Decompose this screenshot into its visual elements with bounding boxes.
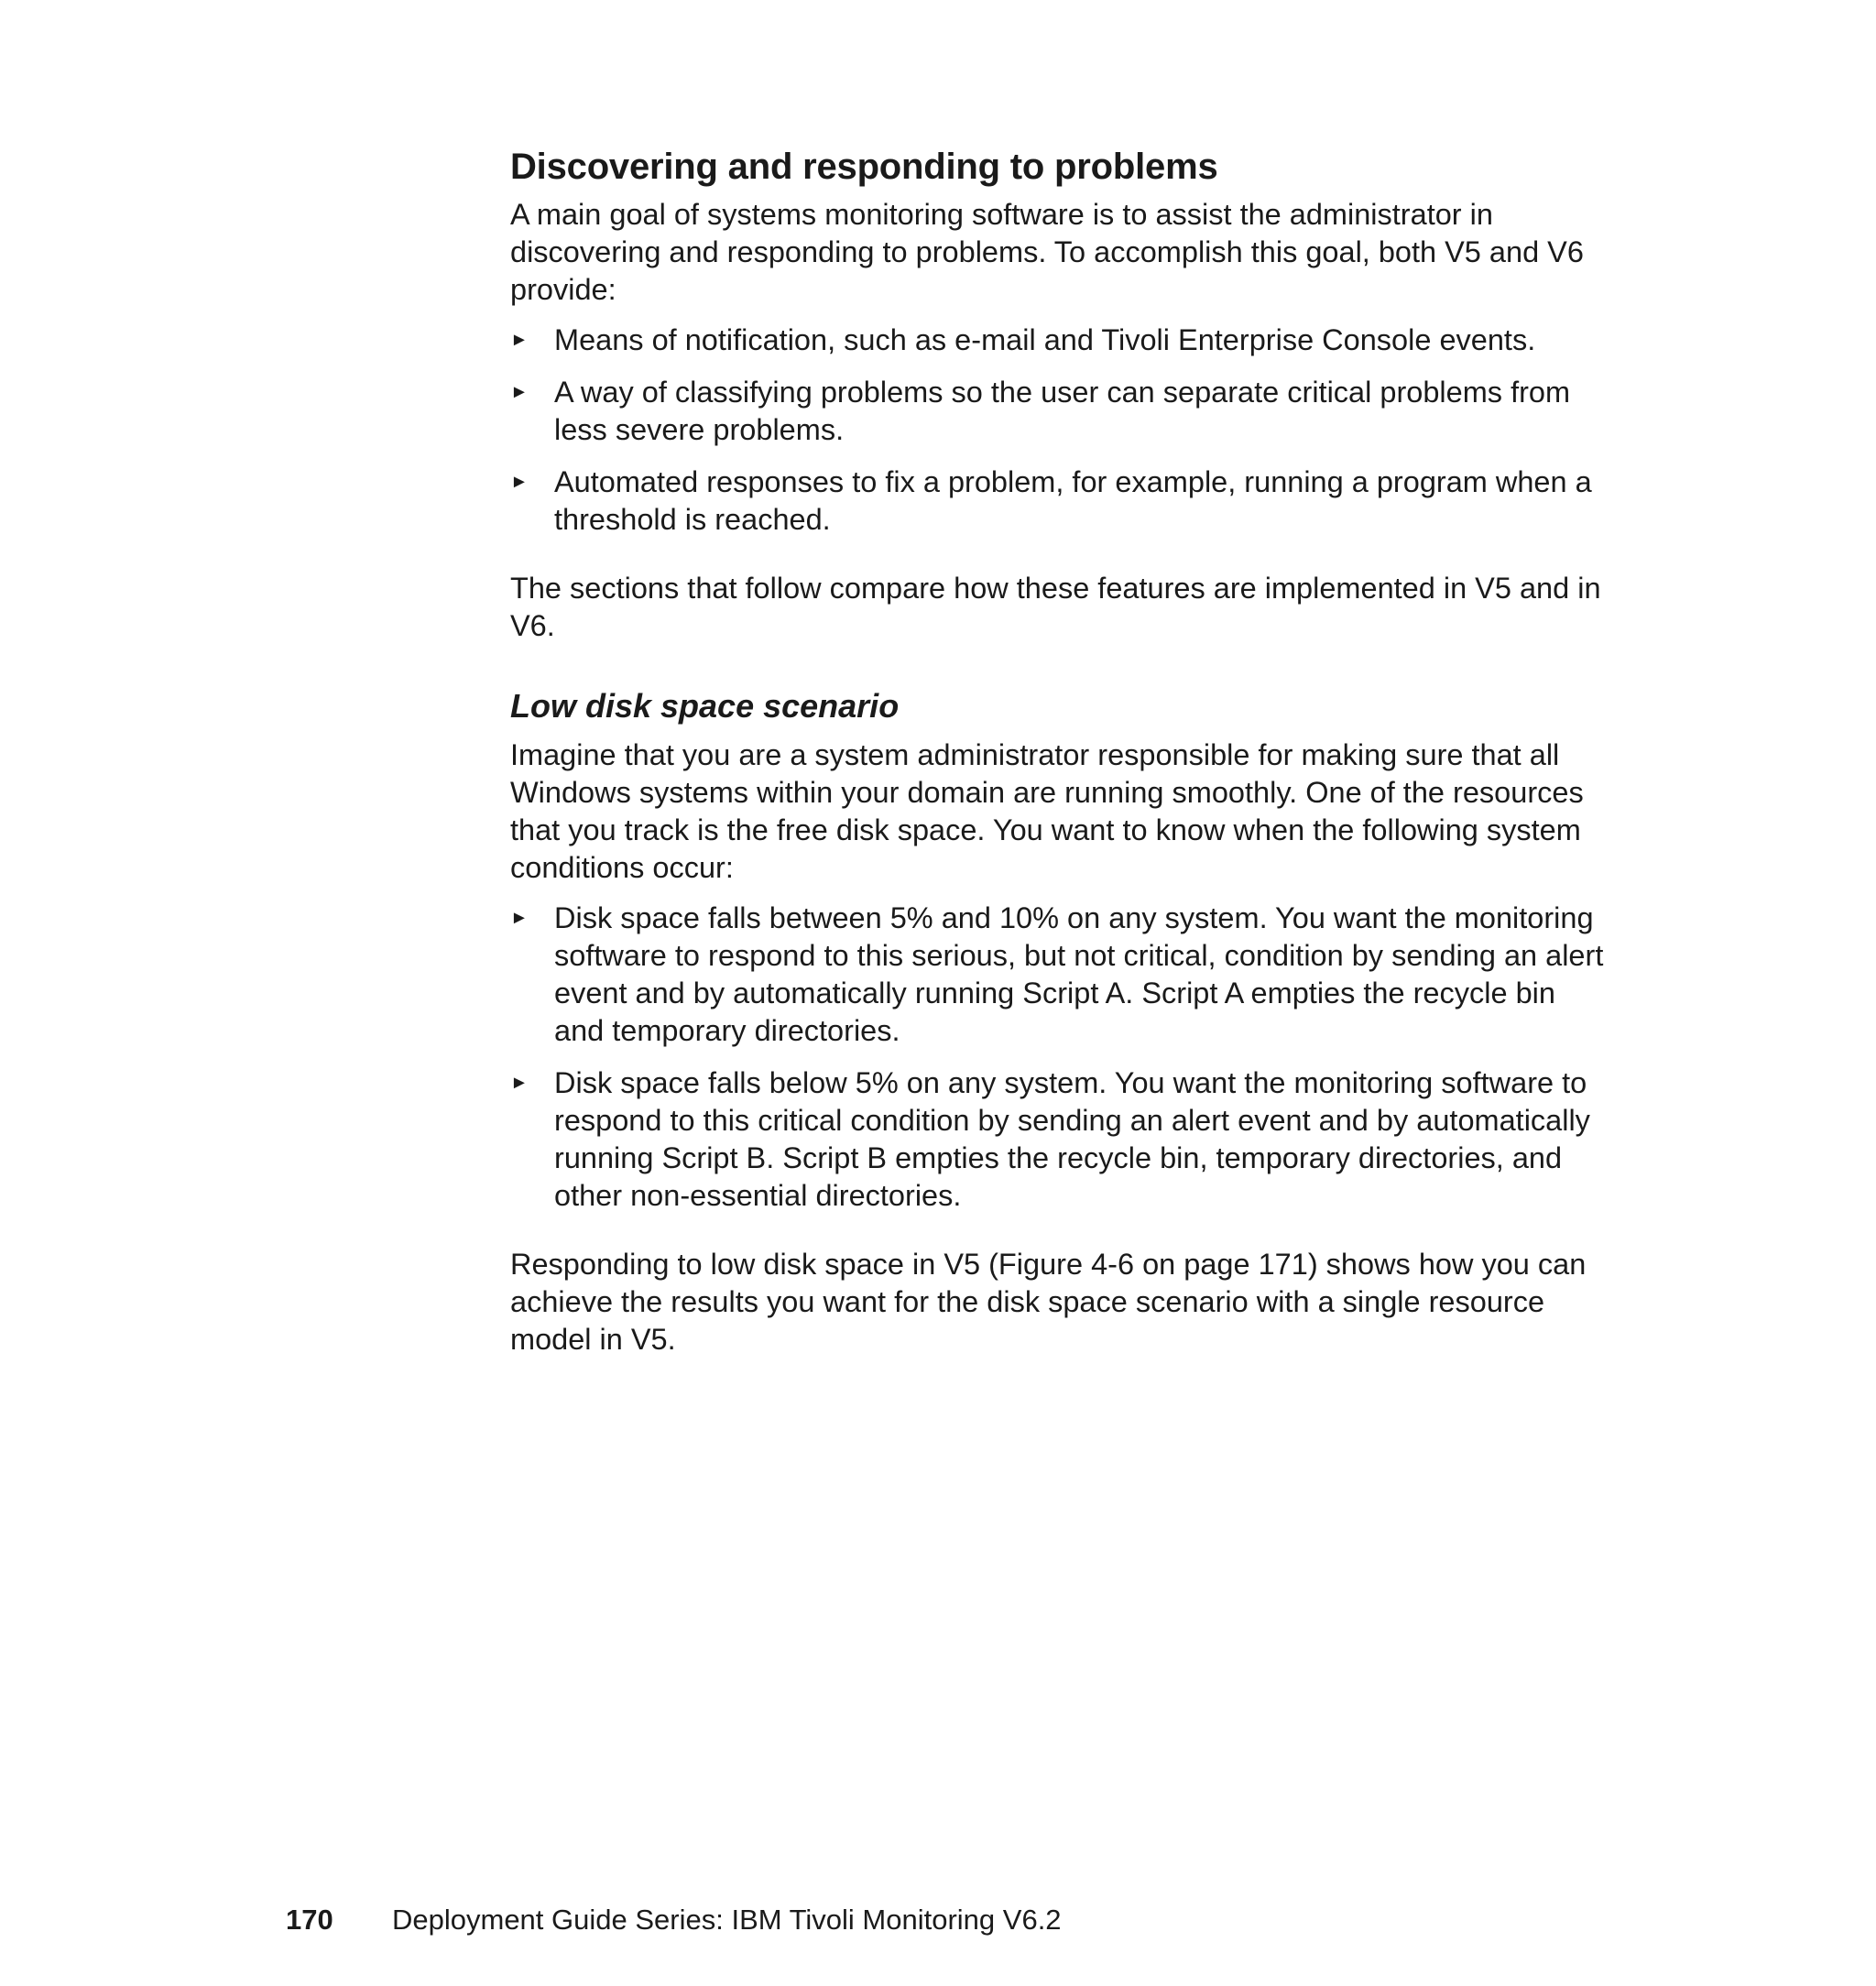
section-heading: Discovering and responding to problems	[510, 147, 1218, 187]
subsection-intro-paragraph: Imagine that you are a system administrator responsible for making sure that all Windows systems within your domain are running smoothly. One of the resources that you track is the free disk space. You want to know when the following system conditions occur:	[510, 738, 1584, 884]
list-item	[510, 322, 1609, 359]
section-closing-paragraph: The sections that follow compare how these features are implemented in V5 and in V6.	[510, 572, 1601, 642]
book-title: Deployment Guide Series: IBM Tivoli Monitoring V6.2	[392, 1904, 1062, 1936]
subsection-bullet-list	[510, 900, 1609, 1215]
subsection-heading: Low disk space scenario	[510, 687, 900, 725]
bullet-arrow-icon: ►	[510, 472, 529, 492]
list-item-text: A way of classifying problems so the user can separate critical problems from less severe problems.	[554, 376, 1571, 446]
list-item-text: Automated responses to fix a problem, for example, running a program when a threshold is reached.	[554, 465, 1592, 536]
list-item	[510, 464, 1609, 539]
list-item-text: Means of notification, such as e-mail and Tivoli Enterprise Console events.	[554, 323, 1536, 356]
page-content	[510, 145, 1609, 1359]
section-intro-paragraph: A main goal of systems monitoring software is to assist the administrator in discovering and responding to problems. To accomplish this goal, both V5 and V6 provide:	[510, 198, 1584, 306]
bullet-arrow-icon: ►	[510, 1073, 529, 1093]
list-item	[510, 374, 1609, 449]
bullet-arrow-icon: ►	[510, 382, 529, 402]
list-item	[510, 1064, 1609, 1215]
list-item-text: Disk space falls below 5% on any system. You want the monitoring software to respond to this critical condition by sending an alert event and by automatically running Script B. Script B empties the recycle bin, temporary directories, and other non-essential directories.	[554, 1066, 1590, 1212]
subsection-closing-paragraph: Responding to low disk space in V5 (Figure 4-6 on page 171) shows how you can achieve the results you want for the disk space scenario with a single resource model in V5.	[510, 1248, 1587, 1356]
list-item-text: Disk space falls between 5% and 10% on any system. You want the monitoring software to respond to this serious, but not critical, condition by sending an alert event and by automatically running Script A. Script A empties the recycle bin and temporary directories.	[554, 901, 1604, 1047]
section-bullet-list	[510, 322, 1609, 539]
list-item	[510, 900, 1609, 1050]
bullet-arrow-icon: ►	[510, 908, 529, 928]
page-footer	[286, 1902, 1062, 1938]
page-number: 170	[286, 1904, 333, 1936]
bullet-arrow-icon: ►	[510, 330, 529, 350]
